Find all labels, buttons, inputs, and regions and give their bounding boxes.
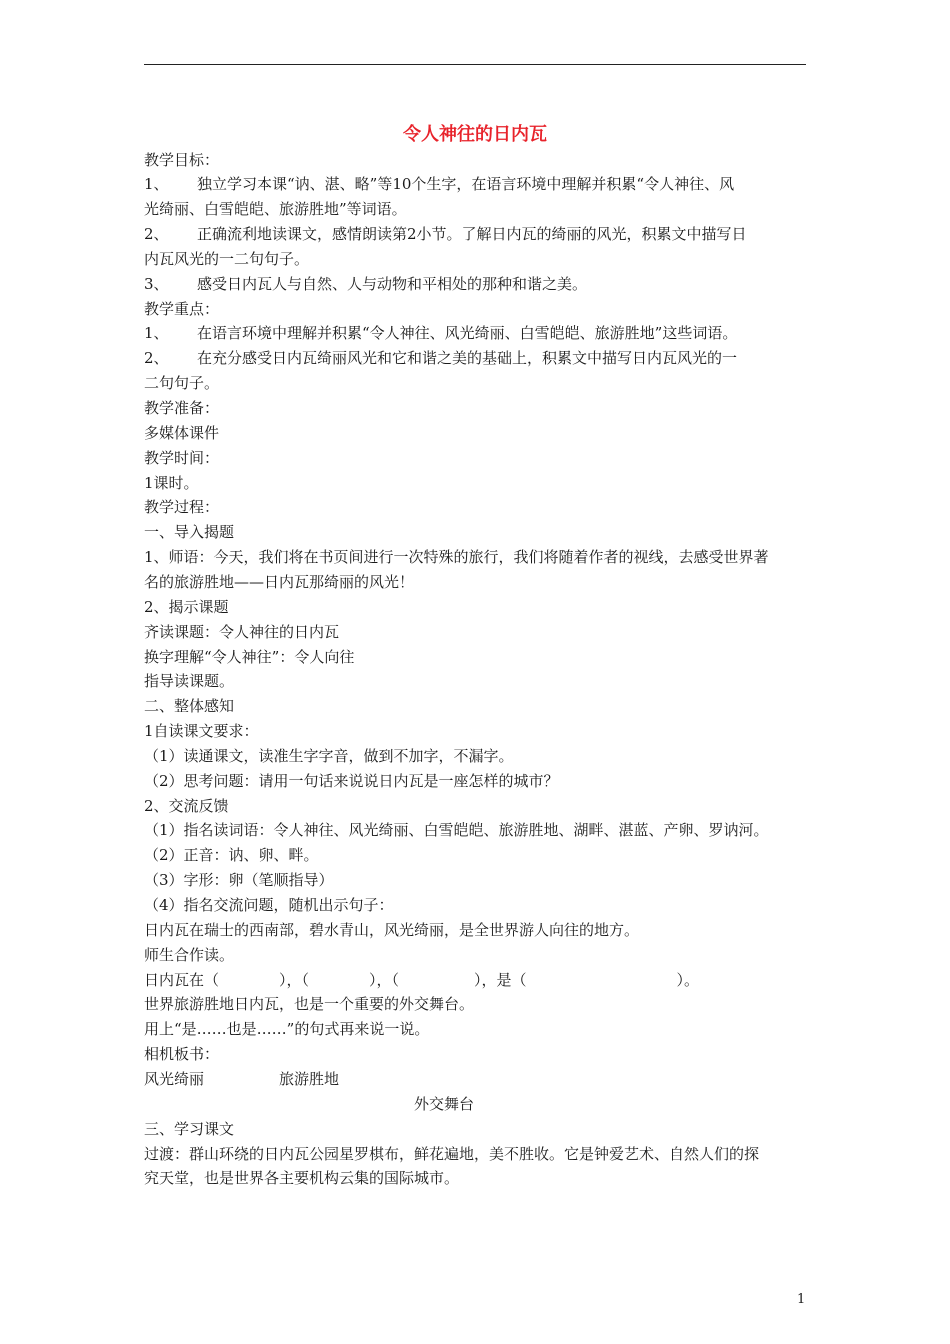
text-line <box>144 719 259 743</box>
text-line <box>144 1092 474 1116</box>
line-text: 外交舞台 <box>144 1094 475 1113</box>
line-text: 一、导入揭题 <box>144 523 235 542</box>
text-line <box>144 321 737 345</box>
line-text: 2、交流反馈 <box>144 796 229 815</box>
text-line <box>144 818 769 842</box>
line-text: 日内瓦在（ ），（ ），（ ），是（ ）。 <box>144 970 700 989</box>
line-text: 指导读课题。 <box>144 672 235 691</box>
text-line <box>144 297 219 321</box>
line-text: 多媒体课件 <box>144 423 220 442</box>
line-text: （3）字形：卵（笔顺指导） <box>144 871 334 890</box>
text-line <box>144 570 414 594</box>
line-text: 世界旅游胜地日内瓦，也是一个重要的外交舞台。 <box>144 995 475 1014</box>
line-text: 究天堂，也是世界各主要机构云集的国际城市。 <box>144 1169 460 1188</box>
text-line <box>144 421 219 445</box>
text-line <box>144 893 394 917</box>
text-line <box>144 595 229 619</box>
text-line <box>144 620 339 644</box>
text-line <box>144 197 407 221</box>
line-text: 教学重点： <box>144 299 220 318</box>
text-line <box>144 172 734 196</box>
line-text: （1）读通课文，读准生字字音，做到不加字，不漏字。 <box>144 746 514 765</box>
text-line <box>144 843 319 867</box>
text-line <box>144 520 234 544</box>
text-line <box>144 471 199 495</box>
item-number: 2、 <box>144 349 169 368</box>
text-line <box>144 1017 429 1041</box>
text-line <box>144 694 234 718</box>
text-line <box>144 346 737 370</box>
line-text: 感受日内瓦人与自然、人与动物和平相处的那种和谐之美。 <box>197 274 588 293</box>
header-rule <box>144 64 806 65</box>
text-line <box>144 669 234 693</box>
text-line <box>144 992 474 1016</box>
line-text: 教学目标： <box>144 150 220 169</box>
text-line <box>144 918 639 942</box>
line-text: 过渡：群山环绕的日内瓦公园星罗棋布，鲜花遍地，美不胜收。它是钟爱艺术、自然人们的探 <box>144 1144 760 1163</box>
text-line <box>144 1117 234 1141</box>
text-line <box>144 371 219 395</box>
item-number: 2、 <box>144 225 169 244</box>
line-text: （4）指名交流问题，随机出示句子： <box>144 896 394 914</box>
text-line <box>144 1166 459 1190</box>
line-text: 1、师语：今天，我们将在书页间进行一次特殊的旅行，我们将随着作者的视线，去感受世界著 <box>144 548 769 567</box>
text-line <box>144 968 699 992</box>
item-number: 1、 <box>144 175 169 194</box>
text-line <box>144 1042 219 1066</box>
line-text: 换字理解“令人神往”：令人向往 <box>144 647 355 666</box>
line-text: 相机板书： <box>144 1045 220 1064</box>
text-line <box>144 769 559 793</box>
line-text: 名的旅游胜地——日内瓦那绮丽的风光！ <box>144 572 415 591</box>
line-text: 三、学习课文 <box>144 1119 235 1138</box>
text-line <box>144 794 229 818</box>
text-line <box>144 744 514 768</box>
page-number: 1 <box>797 1292 806 1307</box>
text-line <box>144 1067 339 1091</box>
line-text: 风光绮丽 旅游胜地 <box>144 1069 340 1088</box>
text-line <box>144 1142 759 1166</box>
line-text: 在语言环境中理解并积累“令人神往、风光绮丽、白雪皑皑、旅游胜地”这些词语。 <box>197 324 738 343</box>
line-text: 教学过程： <box>144 498 220 517</box>
line-text: 独立学习本课“讷、湛、略”等10个生字，在语言环境中理解并积累“令人神往、风 <box>197 175 735 194</box>
line-text: 教学准备： <box>144 399 220 417</box>
text-line <box>144 943 234 967</box>
text-line <box>144 446 219 470</box>
line-text: 1课时。 <box>144 473 199 492</box>
text-line <box>144 545 769 569</box>
line-text: 二、整体感知 <box>144 697 235 716</box>
line-text: 内瓦风光的一二句句子。 <box>144 249 310 268</box>
line-text: 二句句子。 <box>144 374 220 393</box>
text-line <box>144 148 219 172</box>
line-text: 教学时间： <box>144 448 220 467</box>
text-line <box>144 396 219 420</box>
line-text: 在充分感受日内瓦绮丽风光和它和谐之美的基础上，积累文中描写日内瓦风光的一 <box>197 349 738 368</box>
text-line <box>144 868 334 892</box>
line-text: 1自读课文要求： <box>144 722 259 741</box>
item-number: 3、 <box>144 274 169 293</box>
line-text: 光绮丽、白雪皑皑、旅游胜地”等词语。 <box>144 200 407 219</box>
item-number: 1、 <box>144 324 169 343</box>
text-line <box>144 247 309 271</box>
line-text: （2）思考问题：请用一句话来说说日内瓦是一座怎样的城市？ <box>144 771 559 790</box>
line-text: （1）指名读词语：令人神往、风光绮丽、白雪皑皑、旅游胜地、湖畔、湛蓝、产卵、罗讷河。 <box>144 821 769 840</box>
line-text: 用上“是……也是……”的句式再来说一说。 <box>144 1020 430 1039</box>
text-line <box>144 272 587 296</box>
line-text: 正确流利地读课文，感情朗读第2小节。了解日内瓦的绮丽的风光，积累文中描写日 <box>197 225 747 244</box>
line-text: 日内瓦在瑞士的西南部，碧水青山，风光绮丽，是全世界游人向往的地方。 <box>144 920 640 939</box>
text-line <box>144 495 219 519</box>
line-text: 2、揭示课题 <box>144 597 229 616</box>
line-text: 师生合作读。 <box>144 945 235 964</box>
text-line <box>144 645 354 669</box>
text-line <box>144 222 747 246</box>
line-text: 齐读课题：令人神往的日内瓦 <box>144 622 340 641</box>
document-title: 令人神往的日内瓦 <box>403 124 547 145</box>
line-text: （2）正音：讷、卵、畔。 <box>144 846 319 865</box>
